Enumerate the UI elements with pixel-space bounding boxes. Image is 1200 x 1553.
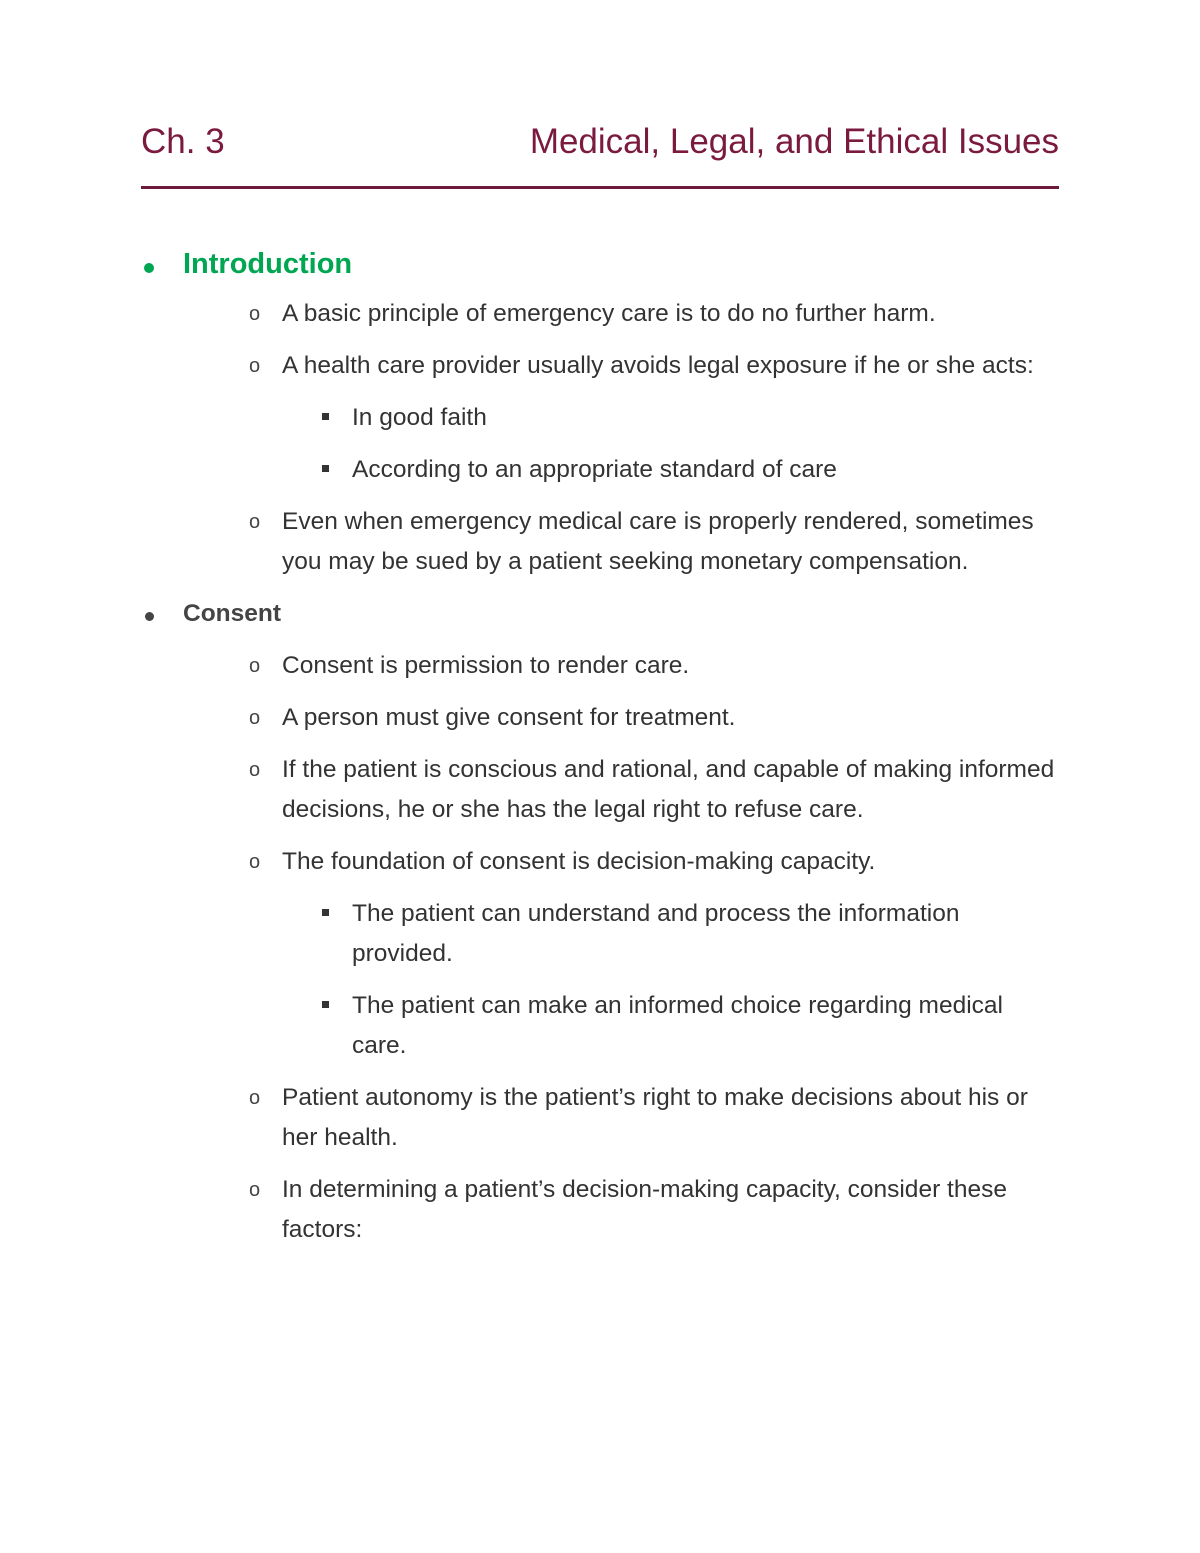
list-item (141, 294, 1059, 334)
chapter-label: Ch. 3 (141, 122, 225, 161)
square-bullet-icon (322, 465, 329, 472)
sub-list-item-text: The patient can understand and process the information provided. (352, 900, 960, 967)
circle-bullet-icon: o (249, 707, 261, 729)
list-item (141, 698, 1059, 738)
circle-bullet-icon: o (249, 655, 261, 677)
sub-list-item-text: According to an appropriate standard of care (352, 456, 837, 483)
square-bullet-icon (322, 909, 329, 916)
bullet-dot-icon (142, 240, 156, 288)
list-item-text: The foundation of consent is decision-making capacity. (282, 848, 876, 875)
sub-list-item-text: In good faith (352, 404, 487, 431)
chapter-title: Medical, Legal, and Ethical Issues (529, 122, 1059, 161)
sub-list-item-text: The patient can make an informed choice regarding medical care. (352, 992, 1003, 1059)
circle-bullet-icon: o (249, 511, 261, 533)
sub-list-item (141, 398, 1059, 438)
circle-bullet-icon: o (249, 851, 261, 873)
list-item-text: In determining a patient’s decision-making capacity, consider these factors: (282, 1176, 1007, 1243)
section-heading-introduction (141, 240, 1059, 288)
list-item-text: A person must give consent for treatment. (282, 704, 736, 731)
square-bullet-icon (322, 1001, 329, 1008)
list-item-text: A basic principle of emergency care is to do no further harm. (282, 300, 936, 327)
circle-bullet-icon: o (249, 355, 261, 377)
sub-list-item (141, 986, 1059, 1066)
circle-bullet-icon: o (249, 1179, 261, 1201)
circle-bullet-icon: o (249, 1087, 261, 1109)
bullet-dot-icon (142, 594, 156, 634)
section-heading-consent (141, 594, 1059, 634)
page-header (141, 118, 1059, 166)
list-item (141, 502, 1059, 582)
list-item (141, 1170, 1059, 1250)
list-item (141, 750, 1059, 830)
square-bullet-icon (322, 413, 329, 420)
list-item (141, 346, 1059, 386)
list-item-text: A health care provider usually avoids legal exposure if he or she acts: (282, 352, 1034, 379)
list-item-text: Patient autonomy is the patient’s right to make decisions about his or her health. (282, 1084, 1028, 1151)
list-item (141, 1078, 1059, 1158)
section-heading-text: Introduction (183, 248, 353, 280)
list-item-text: Even when emergency medical care is properly rendered, sometimes you may be sued by a patient seeking monetary compensation. (282, 508, 1034, 575)
list-item (141, 646, 1059, 686)
circle-bullet-icon: o (249, 759, 261, 781)
sub-list-item (141, 894, 1059, 974)
list-item-text: If the patient is conscious and rational, and capable of making informed decisions, he or she has the legal right to refuse care. (282, 756, 1055, 823)
circle-bullet-icon: o (249, 303, 261, 325)
sub-list-item (141, 450, 1059, 490)
section-heading-text: Consent (183, 600, 281, 627)
header-rule (141, 186, 1059, 189)
document-body (141, 240, 1059, 1262)
list-item-text: Consent is permission to render care. (282, 652, 690, 679)
list-item (141, 842, 1059, 882)
